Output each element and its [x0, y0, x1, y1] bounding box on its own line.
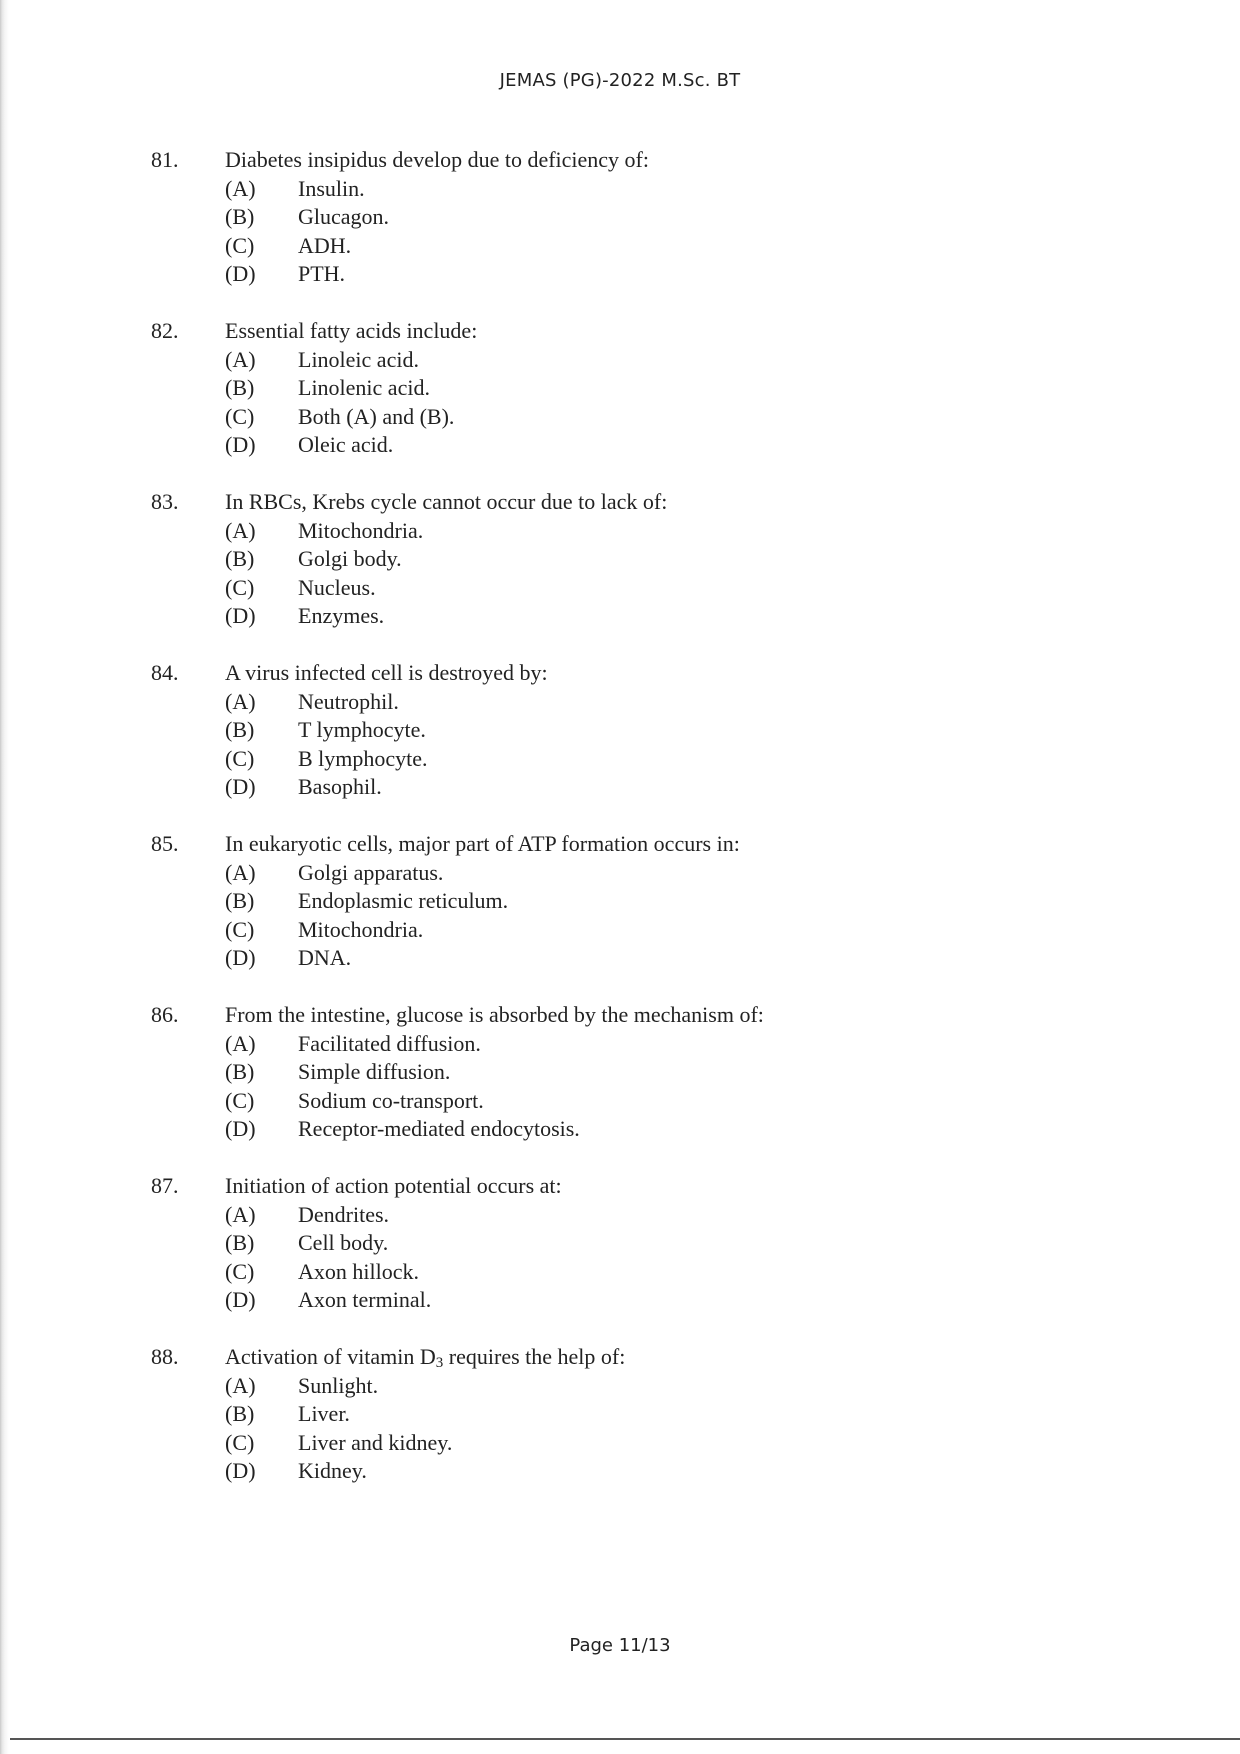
option-label: (A)	[225, 859, 256, 885]
question-stem	[0, 830, 1240, 859]
question-85	[0, 830, 1240, 973]
question-81	[0, 146, 1240, 289]
option-d	[0, 1115, 1240, 1144]
page-header: JEMAS (PG)-2022 M.Sc. BT	[499, 70, 741, 91]
option-text: Kidney.	[298, 1458, 367, 1483]
option-text: DNA.	[298, 945, 352, 970]
option-text: Liver.	[298, 1401, 350, 1426]
option-text: Golgi apparatus.	[298, 859, 444, 885]
option-label: (C)	[225, 1258, 255, 1284]
option-a	[0, 688, 1240, 717]
question-number: 82.	[151, 318, 179, 343]
option-text: B lymphocyte.	[298, 745, 428, 771]
option-d	[0, 944, 1240, 973]
question-number: 83.	[151, 489, 179, 514]
vitamin-subscript: 3	[435, 1355, 444, 1371]
option-d	[0, 602, 1240, 631]
option-a	[0, 517, 1240, 546]
option-text: Sodium co-transport.	[298, 1087, 484, 1113]
question-84	[0, 659, 1240, 802]
option-text: Enzymes.	[298, 603, 385, 628]
option-c	[0, 1258, 1240, 1287]
option-d	[0, 260, 1240, 289]
option-text: Both (A) and (B).	[298, 403, 455, 429]
option-label: (B)	[225, 1230, 255, 1255]
option-label: (C)	[225, 1087, 255, 1113]
option-text: Mitochondria.	[298, 517, 424, 543]
question-stem	[0, 1172, 1240, 1201]
option-b	[0, 887, 1240, 916]
question-88	[0, 1343, 1240, 1486]
option-label: (A)	[225, 346, 256, 372]
option-c	[0, 232, 1240, 261]
question-number: 86.	[151, 1002, 179, 1027]
option-label: (A)	[225, 1030, 256, 1056]
option-label: (C)	[225, 232, 255, 258]
option-b	[0, 545, 1240, 574]
question-number: 84.	[151, 660, 179, 685]
question-number: 88.	[151, 1344, 179, 1369]
question-text: Initiation of action potential occurs at:	[225, 1173, 562, 1198]
option-label: (C)	[225, 745, 255, 771]
option-label: (C)	[225, 403, 255, 429]
page-number: Page 11/13	[569, 1635, 671, 1656]
question-number: 81.	[151, 147, 179, 172]
question-text: In RBCs, Krebs cycle cannot occur due to lack of:	[225, 489, 668, 514]
option-text: Basophil.	[298, 774, 382, 799]
option-label: (A)	[225, 1201, 256, 1227]
question-83	[0, 488, 1240, 631]
question-text: Diabetes insipidus develop due to deficiency of:	[225, 147, 649, 172]
question-number: 87.	[151, 1173, 179, 1198]
option-text: Cell body.	[298, 1230, 389, 1255]
option-c	[0, 1429, 1240, 1458]
option-d	[0, 431, 1240, 460]
option-text: Axon terminal.	[298, 1287, 432, 1312]
option-b	[0, 1058, 1240, 1087]
option-label: (A)	[225, 517, 256, 543]
option-c	[0, 916, 1240, 945]
question-stem	[0, 1001, 1240, 1030]
option-text: Liver and kidney.	[298, 1429, 453, 1455]
option-b	[0, 374, 1240, 403]
question-text: From the intestine, glucose is absorbed by the mechanism of:	[225, 1002, 764, 1027]
option-text: Endoplasmic reticulum.	[298, 888, 509, 913]
option-label: (B)	[225, 888, 255, 913]
option-text: Mitochondria.	[298, 916, 424, 942]
option-text: Linolenic acid.	[298, 375, 430, 400]
question-stem	[0, 317, 1240, 346]
option-text: Dendrites.	[298, 1201, 390, 1227]
option-label: (D)	[225, 774, 256, 799]
question-text-start: Activation of vitamin D	[225, 1344, 436, 1369]
option-text: Receptor-mediated endocytosis.	[298, 1116, 580, 1141]
option-text: Golgi body.	[298, 546, 402, 571]
option-c	[0, 1087, 1240, 1116]
option-label: (D)	[225, 1287, 256, 1312]
option-text: T lymphocyte.	[298, 717, 426, 742]
option-b	[0, 1400, 1240, 1429]
option-a	[0, 1201, 1240, 1230]
option-a	[0, 1372, 1240, 1401]
question-87	[0, 1172, 1240, 1315]
question-text: In eukaryotic cells, major part of ATP formation occurs in:	[225, 831, 740, 856]
option-label: (B)	[225, 546, 255, 571]
question-list	[0, 146, 1240, 1514]
option-label: (D)	[225, 1458, 256, 1483]
option-label: (D)	[225, 432, 256, 457]
option-b	[0, 1229, 1240, 1258]
option-label: (B)	[225, 1059, 255, 1084]
option-text: Facilitated diffusion.	[298, 1030, 481, 1056]
option-text: Glucagon.	[298, 204, 390, 229]
option-text: ADH.	[298, 232, 352, 258]
question-86	[0, 1001, 1240, 1144]
question-number: 85.	[151, 831, 179, 856]
bottom-border-line	[10, 1738, 1240, 1740]
option-text: Linoleic acid.	[298, 346, 419, 372]
option-b	[0, 716, 1240, 745]
question-stem	[0, 146, 1240, 175]
option-text: Oleic acid.	[298, 432, 394, 457]
option-label: (D)	[225, 603, 256, 628]
question-text: A virus infected cell is destroyed by:	[225, 660, 548, 685]
option-label: (D)	[225, 261, 256, 286]
option-label: (C)	[225, 1429, 255, 1455]
option-a	[0, 346, 1240, 375]
option-text: PTH.	[298, 261, 346, 286]
option-text: Sunlight.	[298, 1372, 379, 1398]
option-a	[0, 175, 1240, 204]
option-text: Simple diffusion.	[298, 1059, 451, 1084]
question-text: Essential fatty acids include:	[225, 318, 478, 343]
option-label: (B)	[225, 1401, 255, 1426]
option-text: Insulin.	[298, 175, 365, 201]
option-label: (A)	[225, 175, 256, 201]
question-stem	[0, 659, 1240, 688]
option-text: Axon hillock.	[298, 1258, 419, 1284]
question-text-end: requires the help of:	[443, 1344, 626, 1369]
option-label: (D)	[225, 945, 256, 970]
option-text: Neutrophil.	[298, 688, 399, 714]
option-label: (B)	[225, 375, 255, 400]
option-b	[0, 203, 1240, 232]
option-label: (A)	[225, 688, 256, 714]
option-label: (B)	[225, 204, 255, 229]
option-label: (A)	[225, 1372, 256, 1398]
question-stem	[0, 488, 1240, 517]
option-a	[0, 859, 1240, 888]
question-stem	[0, 1343, 1240, 1372]
option-c	[0, 574, 1240, 603]
option-label: (C)	[225, 574, 255, 600]
option-a	[0, 1030, 1240, 1059]
option-label: (B)	[225, 717, 255, 742]
option-c	[0, 745, 1240, 774]
option-c	[0, 403, 1240, 432]
option-d	[0, 1457, 1240, 1486]
option-label: (C)	[225, 916, 255, 942]
option-text: Nucleus.	[298, 574, 376, 600]
option-label: (D)	[225, 1116, 256, 1141]
option-d	[0, 773, 1240, 802]
option-d	[0, 1286, 1240, 1315]
question-82	[0, 317, 1240, 460]
